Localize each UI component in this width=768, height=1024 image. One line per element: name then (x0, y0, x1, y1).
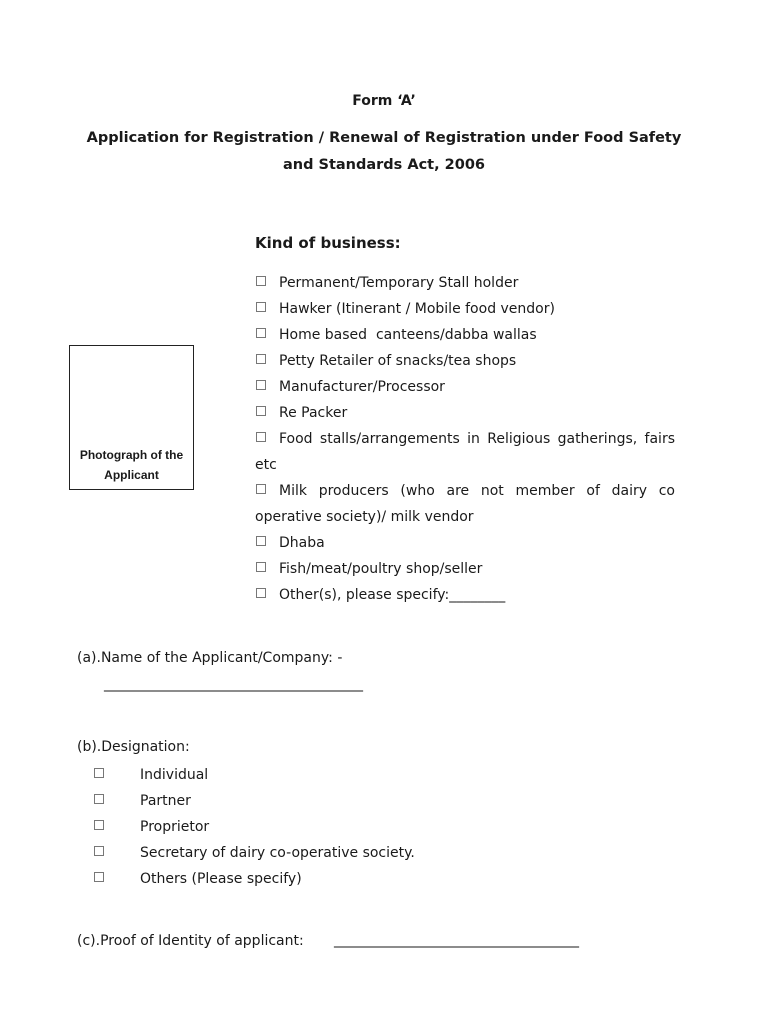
checkbox[interactable] (256, 406, 266, 416)
checkbox[interactable] (256, 432, 266, 442)
designation-option[interactable] (93, 762, 415, 788)
form-title-line-1: Application for Registration / Renewal of Registration under Food Safety (86, 130, 682, 146)
checkbox[interactable] (256, 328, 266, 338)
checkbox[interactable] (94, 872, 104, 882)
checkbox[interactable] (256, 354, 266, 364)
checkbox[interactable] (94, 820, 104, 830)
checkbox[interactable] (256, 562, 266, 572)
checkbox[interactable] (94, 768, 104, 778)
business-option[interactable] (255, 374, 675, 400)
designation-options (93, 762, 415, 892)
business-option-label: Dhaba (279, 535, 325, 551)
business-option-label: Petty Retailer of snacks/tea shops (279, 353, 517, 369)
photograph-box[interactable] (69, 345, 194, 490)
checkbox[interactable] (256, 380, 266, 390)
business-option-label: Permanent/Temporary Stall holder (279, 275, 519, 291)
checkbox[interactable] (256, 276, 266, 286)
kind-of-business-heading: Kind of business: (255, 234, 401, 252)
form-title-line-2: and Standards Act, 2006 (282, 157, 486, 173)
business-option[interactable] (255, 478, 675, 530)
designation-option-label: Proprietor (140, 819, 210, 835)
photograph-label (70, 445, 193, 485)
business-option[interactable] (255, 556, 675, 582)
business-type-list (255, 270, 675, 608)
designation-option-label: Individual (140, 767, 209, 783)
checkbox[interactable] (94, 846, 104, 856)
designation-option-label: Secretary of dairy co-operative society. (140, 845, 415, 861)
designation-option[interactable] (93, 840, 415, 866)
form-label: Form ‘A’ (352, 93, 416, 109)
business-option[interactable] (255, 322, 675, 348)
designation-option-label: Partner (140, 793, 191, 809)
checkbox[interactable] (256, 588, 266, 598)
business-option-label: Hawker (Itinerant / Mobile food vendor) (279, 301, 555, 317)
applicant-name-field[interactable]: _____________________________________ (104, 676, 363, 692)
business-option[interactable] (255, 348, 675, 374)
applicant-name-label: (a).Name of the Applicant/Company: - (77, 650, 343, 666)
checkbox[interactable] (256, 536, 266, 546)
proof-of-identity-label: (c).Proof of Identity of applicant: (77, 933, 304, 949)
checkbox[interactable] (94, 794, 104, 804)
designation-option-label: Others (Please specify) (140, 871, 302, 887)
business-option-label: Re Packer (279, 405, 348, 421)
business-option-label: Milk producers (who are not member of dairy co operative society)/ milk vendor (255, 483, 675, 525)
photograph-label-line-2: Applicant (104, 468, 159, 482)
business-option[interactable] (255, 400, 675, 426)
business-option[interactable] (255, 270, 675, 296)
business-option[interactable] (255, 296, 675, 322)
business-option-label: Manufacturer/Processor (279, 379, 445, 395)
proof-of-identity-field[interactable]: ___________________________________ (334, 932, 579, 948)
designation-option[interactable] (93, 788, 415, 814)
business-option-label: Home based canteens/dabba wallas (279, 327, 537, 343)
designation-option[interactable] (93, 866, 415, 892)
business-option[interactable] (255, 530, 675, 556)
designation-option[interactable] (93, 814, 415, 840)
designation-label: (b).Designation: (77, 739, 190, 755)
photograph-label-line-1: Photograph of the (79, 448, 184, 462)
checkbox[interactable] (256, 302, 266, 312)
business-option-label: Other(s), please specify:________ (279, 587, 506, 603)
business-option-label: Fish/meat/poultry shop/seller (279, 561, 483, 577)
checkbox[interactable] (256, 484, 266, 494)
business-option-label: Food stalls/arrangements in Religious gatherings, fairs etc (255, 431, 675, 473)
business-option[interactable] (255, 582, 675, 608)
business-option[interactable] (255, 426, 675, 478)
